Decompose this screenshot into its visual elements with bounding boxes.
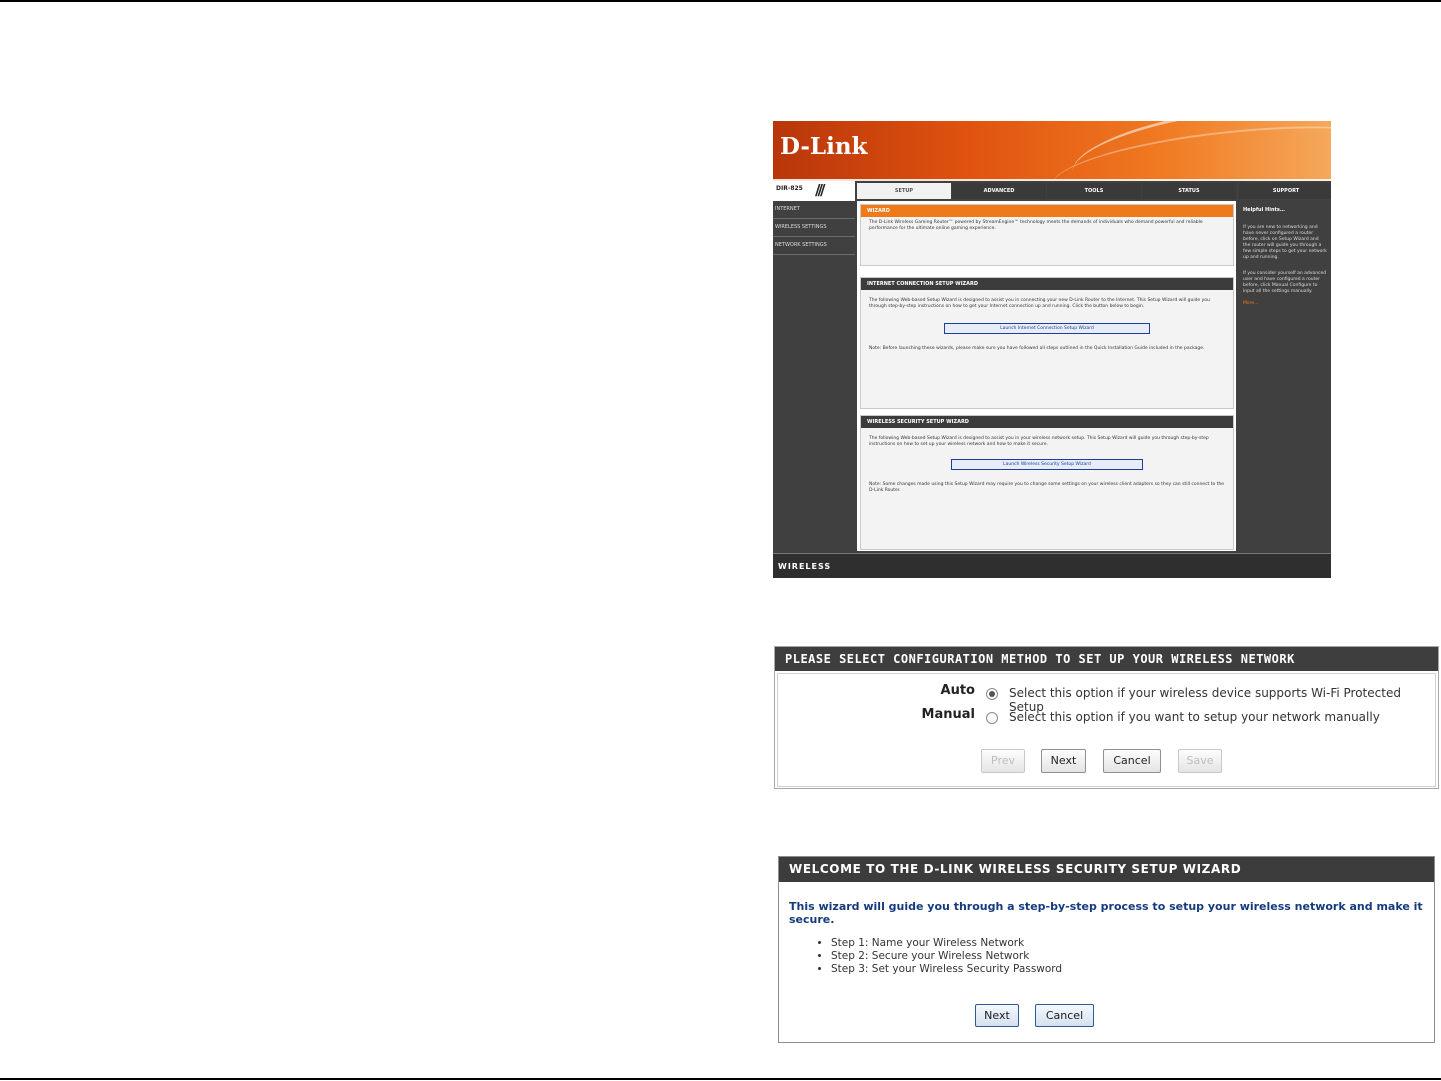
helpful-hints-text-2: If you consider yourself an advanced user and have configured a router before, click Manual Configure to input all the settings manually. (1243, 271, 1327, 294)
config-method-title: PLEASE SELECT CONFIGURATION METHOD TO SET UP YOUR WIRELESS NETWORK (775, 647, 1438, 671)
footer-brand: WIRELESS (778, 562, 832, 571)
nav-item-network-settings[interactable]: NETWORK SETTINGS (773, 237, 855, 255)
wizard-panel (860, 204, 1234, 266)
manual-description: Select this option if you want to setup your network manually (1009, 710, 1380, 724)
router-footer (773, 553, 1331, 578)
tab-advanced[interactable]: ADVANCED (952, 183, 1046, 199)
auto-radio[interactable] (986, 688, 998, 700)
next-button[interactable]: Next (1041, 749, 1086, 773)
launch-internet-wizard-button[interactable]: Launch Internet Connection Setup Wizard (944, 323, 1150, 334)
list-item: • Step 2: Secure your Wireless Network (831, 950, 1062, 963)
top-rule (0, 0, 1441, 2)
save-button[interactable]: Save (1178, 749, 1222, 773)
tab-tools[interactable]: TOOLS (1047, 183, 1141, 199)
wizard-panel-title: WIZARD (861, 205, 1233, 217)
cancel-button[interactable]: Cancel (1035, 1004, 1094, 1027)
router-tabs (857, 183, 1331, 199)
wireless-panel-note: Note: Some changes made using this Setup Wizard may require you to change some settings on your wireless client adapters so they can still connect to the D-Link Router. (869, 482, 1225, 493)
internet-panel-title: INTERNET CONNECTION SETUP WIZARD (861, 278, 1233, 290)
tab-setup[interactable]: SETUP (857, 183, 951, 199)
nav-item-internet[interactable]: INTERNET (773, 201, 855, 219)
launch-wireless-wizard-button[interactable]: Launch Wireless Security Setup Wizard (951, 459, 1143, 470)
wireless-panel-title: WIRELESS SECURITY SETUP WIZARD (861, 416, 1233, 428)
wizard-panel-text: The D-Link Wireless Gaming Router™ powered by StreamEngine™ technology meets the demands of individuals who demand powerful and reliable performance for the ultimate online gaming experience. (869, 220, 1203, 231)
list-item: • Step 3: Set your Wireless Security Password (831, 963, 1062, 976)
wireless-wizard-panel (860, 415, 1234, 550)
helpful-hints-title: Helpful Hints… (1243, 207, 1285, 213)
wireless-panel-text: The following Web-based Setup Wizard is designed to assist you in your wireless network setup. This Setup Wizard will guide you through step-by-step instructions on how to set up your wireless network and how to make it secure. (869, 436, 1209, 447)
steps-list (791, 937, 1062, 976)
auto-label: Auto (940, 683, 975, 698)
welcome-wizard-title: WELCOME TO THE D-LINK WIRELESS SECURITY SETUP WIZARD (779, 857, 1434, 882)
config-method-screenshot (774, 646, 1439, 789)
prev-button[interactable]: Prev (981, 749, 1025, 773)
welcome-wizard-screenshot (778, 856, 1435, 1043)
internet-panel-text: The following Web-based Setup Wizard is designed to assist you in connecting your new D-Link Router to the Internet. This Setup Wizard will guide you through step-by-step instructions on how to get your Internet connection up and running. Click the button below to begin. (869, 298, 1210, 309)
nav-item-wireless-settings[interactable]: WIRELESS SETTINGS (773, 219, 855, 237)
manual-radio[interactable] (986, 712, 998, 724)
next-button[interactable]: Next (975, 1004, 1019, 1027)
cancel-button[interactable]: Cancel (1103, 749, 1161, 773)
router-content (857, 201, 1236, 551)
tab-support[interactable]: SUPPORT (1239, 183, 1331, 199)
tab-status[interactable]: STATUS (1142, 183, 1236, 199)
model-label: DIR-825 (776, 185, 803, 192)
internet-wizard-panel (860, 277, 1234, 409)
helpful-hints-sidebar (1239, 201, 1331, 551)
more-link[interactable]: More… (1243, 301, 1259, 306)
helpful-hints-text-1: If you are new to networking and have never configured a router before, click on Setup Wizard and the router will guide you through a few simple steps to get your network up and running. (1243, 225, 1327, 260)
bottom-rule (0, 1078, 1441, 1080)
router-screenshot (773, 121, 1331, 578)
manual-label: Manual (921, 707, 975, 722)
dlink-logo: D-Link (780, 133, 868, 160)
welcome-intro: This wizard will guide you through a step-by-step process to setup your wireless network and make it secure. (789, 900, 1423, 926)
slashes-icon: /// (815, 181, 823, 199)
list-item: • Step 1: Name your Wireless Network (831, 937, 1062, 950)
auto-description: Select this option if your wireless device supports Wi-Fi Protected Setup (1009, 686, 1401, 714)
router-left-nav (773, 201, 855, 551)
config-method-body (777, 673, 1436, 787)
internet-panel-note: Note: Before launching these wizards, please make sure you have followed all steps outlined in the Quick Installation Guide included in the package. (869, 346, 1205, 351)
